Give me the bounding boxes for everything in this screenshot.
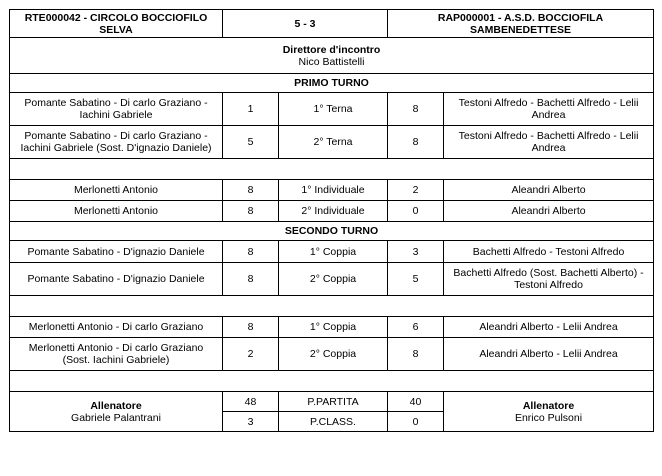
spacer-cell	[10, 371, 654, 392]
partita-away: 40	[388, 392, 444, 412]
home-players: Merlonetti Antonio - Di carlo Graziano (Sost. Iachini Gabriele)	[10, 338, 223, 371]
home-players: Pomante Sabatino - D'ignazio Daniele	[10, 263, 223, 296]
class-home: 3	[223, 412, 279, 432]
match-report	[9, 9, 654, 432]
away-coach	[444, 392, 654, 432]
away-coach-name: Enrico Pulsoni	[514, 411, 583, 424]
away-score: 0	[388, 201, 444, 222]
away-players: Aleandri Alberto	[444, 180, 654, 201]
home-coach-name: Gabriele Palantrani	[71, 411, 161, 424]
home-score: 5	[223, 126, 279, 159]
game-type: 2° Terna	[279, 126, 388, 159]
section-row	[10, 74, 654, 93]
home-score: 8	[223, 201, 279, 222]
away-team: RAP000001 - A.S.D. BOCCIOFILA SAMBENEDETTESE	[388, 10, 654, 38]
spacer-cell	[10, 159, 654, 180]
table-row	[10, 317, 654, 338]
home-score: 8	[223, 263, 279, 296]
match-score: 5 - 3	[223, 10, 388, 38]
game-type: 1° Coppia	[279, 241, 388, 263]
home-players: Pomante Sabatino - D'ignazio Daniele	[10, 241, 223, 263]
match-table	[9, 9, 654, 432]
table-row	[10, 263, 654, 296]
footer-row	[10, 392, 654, 412]
table-row	[10, 241, 654, 263]
home-score: 2	[223, 338, 279, 371]
home-score: 8	[223, 317, 279, 338]
table-row	[10, 93, 654, 126]
spacer-row	[10, 159, 654, 180]
game-type: 2° Coppia	[279, 338, 388, 371]
away-players: Bachetti Alfredo (Sost. Bachetti Alberto) - Testoni Alfredo	[444, 263, 654, 296]
director-name: Nico Battistelli	[298, 55, 365, 68]
section-first-turn: PRIMO TURNO	[10, 74, 654, 93]
partita-label: P.PARTITA	[279, 392, 388, 412]
header-row	[10, 10, 654, 38]
away-score: 2	[388, 180, 444, 201]
home-players: Merlonetti Antonio	[10, 201, 223, 222]
home-score: 1	[223, 93, 279, 126]
game-type: 2° Coppia	[279, 263, 388, 296]
spacer-cell	[10, 296, 654, 317]
game-type: 1° Individuale	[279, 180, 388, 201]
home-players: Merlonetti Antonio - Di carlo Graziano	[10, 317, 223, 338]
home-coach-label: Allenatore	[90, 399, 142, 412]
away-players: Aleandri Alberto - Lelii Andrea	[444, 338, 654, 371]
away-coach-label: Allenatore	[522, 399, 575, 412]
table-row	[10, 201, 654, 222]
class-away: 0	[388, 412, 444, 432]
spacer-row	[10, 371, 654, 392]
table-row	[10, 338, 654, 371]
away-players: Testoni Alfredo - Bachetti Alfredo - Lelii Andrea	[444, 93, 654, 126]
away-score: 5	[388, 263, 444, 296]
director-row	[10, 38, 654, 74]
away-score: 3	[388, 241, 444, 263]
section-row	[10, 222, 654, 241]
away-players: Bachetti Alfredo - Testoni Alfredo	[444, 241, 654, 263]
away-players: Aleandri Alberto - Lelii Andrea	[444, 317, 654, 338]
home-players: Pomante Sabatino - Di carlo Graziano - Iachini Gabriele (Sost. D'ignazio Daniele)	[10, 126, 223, 159]
away-score: 6	[388, 317, 444, 338]
game-type: 2° Individuale	[279, 201, 388, 222]
partita-home: 48	[223, 392, 279, 412]
game-type: 1° Coppia	[279, 317, 388, 338]
home-score: 8	[223, 180, 279, 201]
game-type: 1° Terna	[279, 93, 388, 126]
home-team: RTE000042 - CIRCOLO BOCCIOFILO SELVA	[10, 10, 223, 38]
spacer-row	[10, 296, 654, 317]
home-coach	[10, 392, 223, 432]
away-players: Aleandri Alberto	[444, 201, 654, 222]
table-row	[10, 180, 654, 201]
class-label: P.CLASS.	[279, 412, 388, 432]
section-second-turn: SECONDO TURNO	[10, 222, 654, 241]
home-players: Pomante Sabatino - Di carlo Graziano - Iachini Gabriele	[10, 93, 223, 126]
away-score: 8	[388, 338, 444, 371]
home-players: Merlonetti Antonio	[10, 180, 223, 201]
away-score: 8	[388, 93, 444, 126]
director-cell	[10, 38, 654, 74]
away-players: Testoni Alfredo - Bachetti Alfredo - Lelii Andrea	[444, 126, 654, 159]
table-row	[10, 126, 654, 159]
away-score: 8	[388, 126, 444, 159]
home-score: 8	[223, 241, 279, 263]
director-label: Direttore d'incontro	[282, 43, 381, 56]
